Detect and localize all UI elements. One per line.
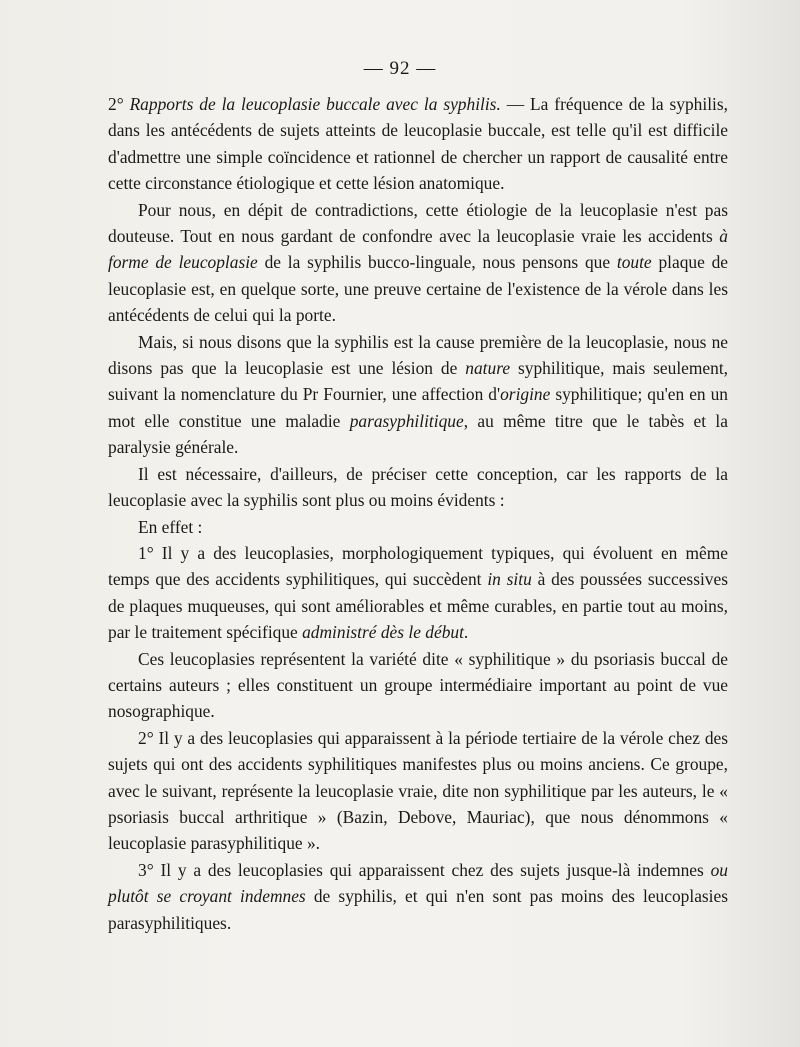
text-segment: Mais, si nous disons que la syphilis est la cause première de la leucoplasie, nous ne disons pas que la leucoplasie est une lésion de [108,331,728,379]
text-segment: plaque de leucoplasie est, en quelque sorte, une preuve certaine de l'existence de la vérole dans les antécédents de celui qui la porte. [108,252,729,326]
paragraph-etiologie [108,197,728,329]
text-segment: . [463,622,469,643]
text-segment: , au même titre que le tabès et la paralysie générale. [108,410,728,458]
text-segment: 3° Il y a des leucoplasies qui apparaissent chez des sujets jusque-là indemnes [138,859,711,880]
paragraph-group-1 [108,540,728,646]
text-segment: de la syphilis bucco-linguale, nous pensons que [257,252,617,273]
text-segment: Il est nécessaire, d'ailleurs, de préciser cette conception, car les rapports de la leucoplasie avec la syphilis sont plus ou moins évidents : [108,463,728,511]
paragraph-parasyphilitique [108,329,728,461]
text-segment: Pour nous, en dépit de contradictions, cette étiologie de la leucoplasie n'est pas douteuse. Tout en nous gardant de confondre avec la leucoplasie vraie les accidents [108,199,728,247]
text-segment: à des poussées successives de plaques muqueuses, qui sont améliorables et même curables, en partie tout au moins, par le traitement spécifique [108,569,728,643]
page-number: — 92 — [363,58,437,79]
italic-text-segment: administré dès le début [302,622,464,643]
text-segment: de syphilis, et qui n'en sont pas moins des leucoplasies parasyphilitiques. [108,886,729,933]
italic-text-segment: Rapports de la leucoplasie buccale avec la syphilis. [129,94,501,114]
italic-text-segment: ou plutôt se croyant indemnes [108,859,728,907]
body-text [108,91,728,936]
italic-text-segment: origine [500,384,551,405]
italic-text-segment: parasyphilitique [349,410,464,431]
paragraph-variete [108,646,728,725]
text-segment: 1° Il y a des leucoplasies, morphologiquement typiques, qui évoluent en même temps que des accidents syphilitiques, qui succèdent [108,542,728,590]
text-segment: syphilitique; qu'en en un mot elle constitue une maladie [108,384,728,431]
italic-text-segment: à forme de leucoplasie [108,226,728,273]
italic-text-segment: in situ [487,569,532,590]
paragraph-en-effet [108,514,728,540]
text-segment: 2° Il y a des leucoplasies qui apparaissent à la période tertiaire de la vérole chez des sujets qui ont des accidents syphilitiques manifestes plus ou moins anciens. Ce groupe, avec le suivant, représente la leucoplasie vraie, dite non syphilitique par les auteurs, le « psoriasis buccal arthritique » (Bazin, Debove, Mauriac), que nous dénommons « leucoplasie parasyphilitique ». [108,727,728,854]
paragraph-group-2 [108,725,728,857]
text-segment: 2° [108,94,130,114]
italic-text-segment: nature [465,358,511,379]
text-segment: Ces leucoplasies représentent la variété dite « syphilitique » du psoriasis buccal de certains auteurs ; elles constituent un groupe intermédiaire important au point de vue nosographique. [108,648,728,722]
paragraph-rapports [108,91,728,197]
paragraph-conception [108,461,728,514]
text-segment: En effet : [138,516,203,537]
paragraph-group-3 [108,857,728,936]
text-segment: syphilitique, mais seulement, suivant la nomenclature du Pr Fournier, une affection d' [108,358,729,405]
italic-text-segment: toute [616,252,652,273]
text-segment: — La fréquence de la syphilis, dans les antécédents de sujets atteints de leucoplasie buccale, est telle qu'il est difficile d'admettre une simple coïncidence et rationnel de chercher un rapport de causalité entre cette circonstance étiologique et cette lésion anatomique. [108,94,728,194]
